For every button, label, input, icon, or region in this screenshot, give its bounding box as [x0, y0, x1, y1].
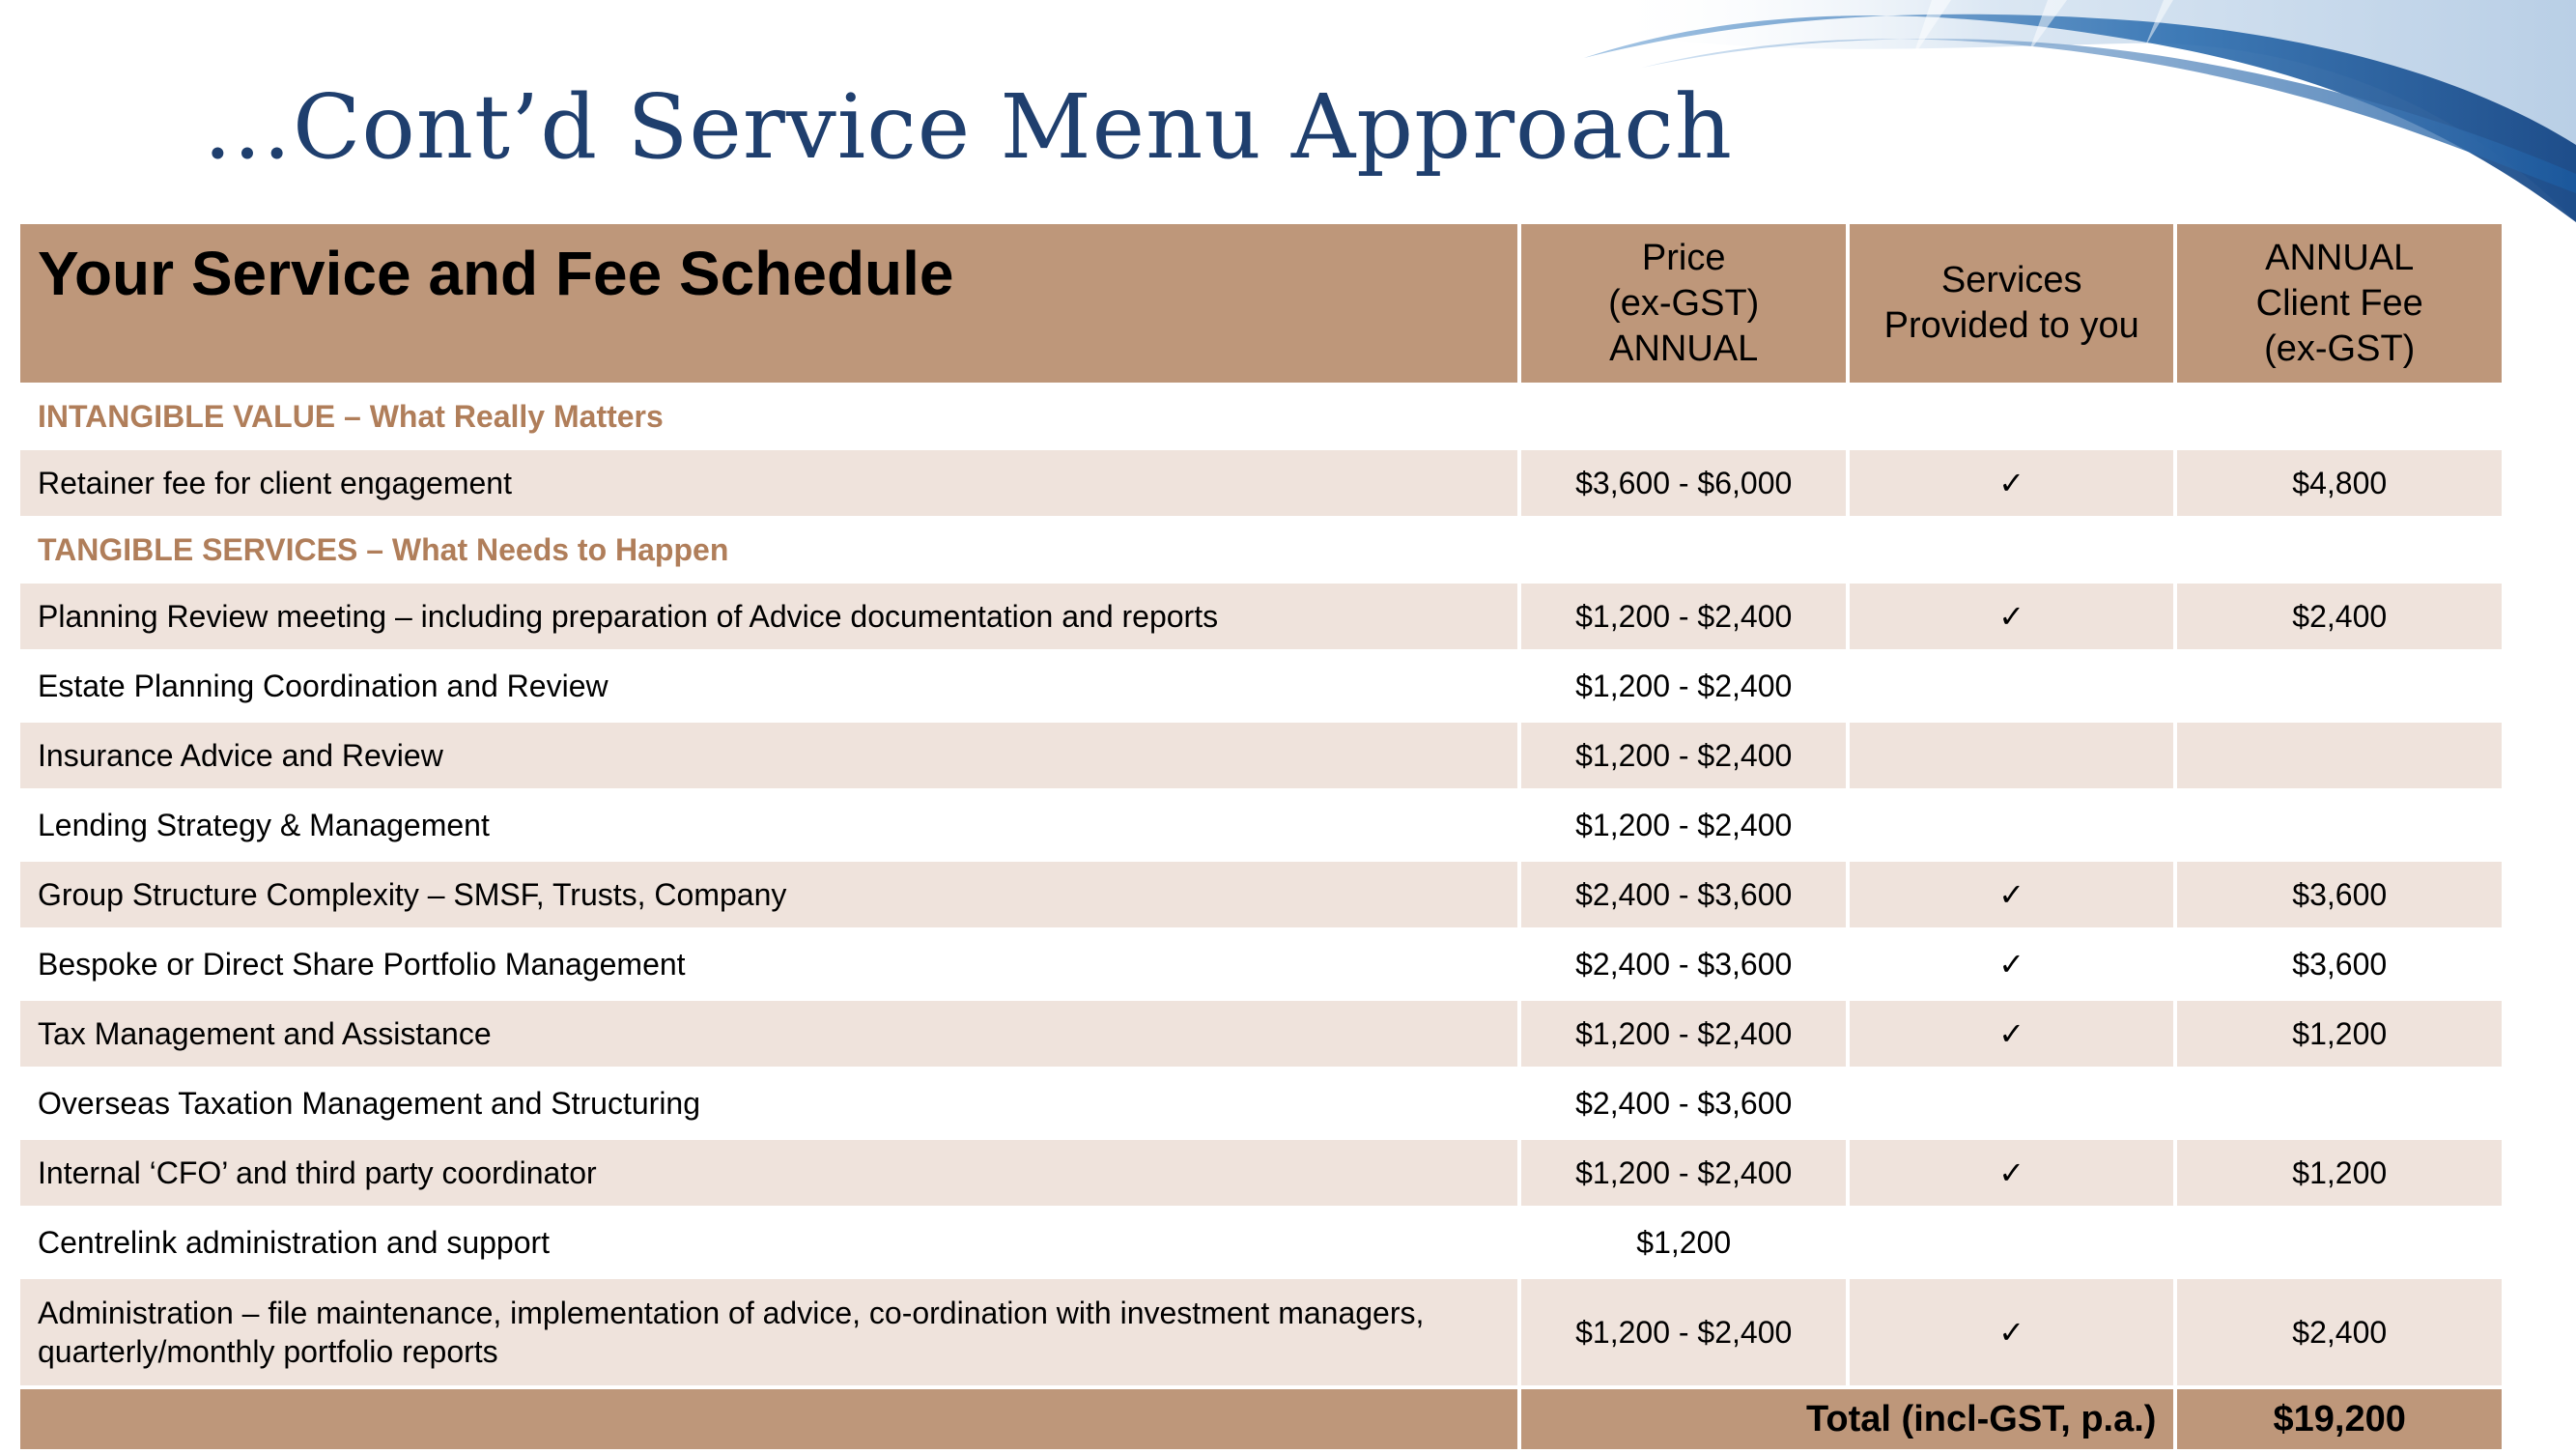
section-heading: INTANGIBLE VALUE – What Really Matters	[20, 386, 2502, 446]
fee-schedule-table	[16, 220, 2505, 1453]
client-fee: $2,400	[2177, 1279, 2502, 1385]
check-icon: ✓	[1850, 931, 2174, 997]
check-cell	[1850, 723, 2174, 788]
check-icon: ✓	[1850, 1001, 2174, 1067]
table-row	[20, 1140, 2502, 1206]
price-range: $2,400 - $3,600	[1521, 931, 1846, 997]
slide-title: …Cont’d Service Menu Approach	[203, 75, 1734, 179]
check-icon: ✓	[1850, 1140, 2174, 1206]
service-label: Retainer fee for client engagement	[20, 450, 1517, 516]
price-range: $2,400 - $3,600	[1521, 1070, 1846, 1136]
price-range: $1,200 - $2,400	[1521, 584, 1846, 649]
client-fee	[2177, 723, 2502, 788]
client-fee: $3,600	[2177, 862, 2502, 927]
client-fee-column-header: ANNUAL Client Fee (ex-GST)	[2177, 224, 2502, 383]
client-fee: $1,200	[2177, 1140, 2502, 1206]
service-label: Internal ‘CFO’ and third party coordinator	[20, 1140, 1517, 1206]
table-row	[20, 584, 2502, 649]
price-range: $1,200 - $2,400	[1521, 653, 1846, 719]
table-row	[20, 653, 2502, 719]
table-row	[20, 1070, 2502, 1136]
client-fee	[2177, 792, 2502, 858]
check-cell	[1850, 653, 2174, 719]
services-column-header: Services Provided to you	[1850, 224, 2174, 383]
price-range: $1,200 - $2,400	[1521, 723, 1846, 788]
section-row-tangible	[20, 520, 2502, 580]
client-fee	[2177, 1210, 2502, 1275]
total-value: $19,200	[2177, 1389, 2502, 1449]
table-row	[20, 1279, 2502, 1385]
service-label: Overseas Taxation Management and Structuring	[20, 1070, 1517, 1136]
price-column-header: Price (ex-GST) ANNUAL	[1521, 224, 1846, 383]
price-range: $1,200 - $2,400	[1521, 1001, 1846, 1067]
table-row	[20, 723, 2502, 788]
price-range: $2,400 - $3,600	[1521, 862, 1846, 927]
service-label: Administration – file maintenance, implementation of advice, co-ordination with investment managers, quarterly/monthly portfolio reports	[20, 1279, 1517, 1385]
price-range: $3,600 - $6,000	[1521, 450, 1846, 516]
service-label: Lending Strategy & Management	[20, 792, 1517, 858]
service-label: Group Structure Complexity – SMSF, Trusts, Company	[20, 862, 1517, 927]
service-label: Planning Review meeting – including preparation of Advice documentation and reports	[20, 584, 1517, 649]
price-range: $1,200 - $2,400	[1521, 1279, 1846, 1385]
table-row	[20, 862, 2502, 927]
section-heading: TANGIBLE SERVICES – What Needs to Happen	[20, 520, 2502, 580]
table-title: Your Service and Fee Schedule	[20, 224, 1517, 383]
total-label: Total (incl-GST, p.a.)	[1521, 1389, 2173, 1449]
section-row-intangible	[20, 386, 2502, 446]
price-range: $1,200 - $2,400	[1521, 792, 1846, 858]
client-fee: $3,600	[2177, 931, 2502, 997]
table-row	[20, 1210, 2502, 1275]
check-cell	[1850, 792, 2174, 858]
check-icon: ✓	[1850, 862, 2174, 927]
service-label: Tax Management and Assistance	[20, 1001, 1517, 1067]
check-icon: ✓	[1850, 1279, 2174, 1385]
client-fee: $1,200	[2177, 1001, 2502, 1067]
check-icon: ✓	[1850, 450, 2174, 516]
service-label: Centrelink administration and support	[20, 1210, 1517, 1275]
service-label: Insurance Advice and Review	[20, 723, 1517, 788]
service-label: Estate Planning Coordination and Review	[20, 653, 1517, 719]
client-fee	[2177, 1070, 2502, 1136]
client-fee: $4,800	[2177, 450, 2502, 516]
total-row	[20, 1389, 2502, 1449]
table-row	[20, 1001, 2502, 1067]
table-row	[20, 450, 2502, 516]
total-spacer	[20, 1389, 1517, 1449]
check-icon: ✓	[1850, 584, 2174, 649]
client-fee	[2177, 653, 2502, 719]
table-row	[20, 931, 2502, 997]
client-fee: $2,400	[2177, 584, 2502, 649]
table-header-row	[20, 224, 2502, 383]
price-range: $1,200	[1521, 1210, 1846, 1275]
service-label: Bespoke or Direct Share Portfolio Management	[20, 931, 1517, 997]
check-cell	[1850, 1210, 2174, 1275]
price-range: $1,200 - $2,400	[1521, 1140, 1846, 1206]
table-row	[20, 792, 2502, 858]
check-cell	[1850, 1070, 2174, 1136]
